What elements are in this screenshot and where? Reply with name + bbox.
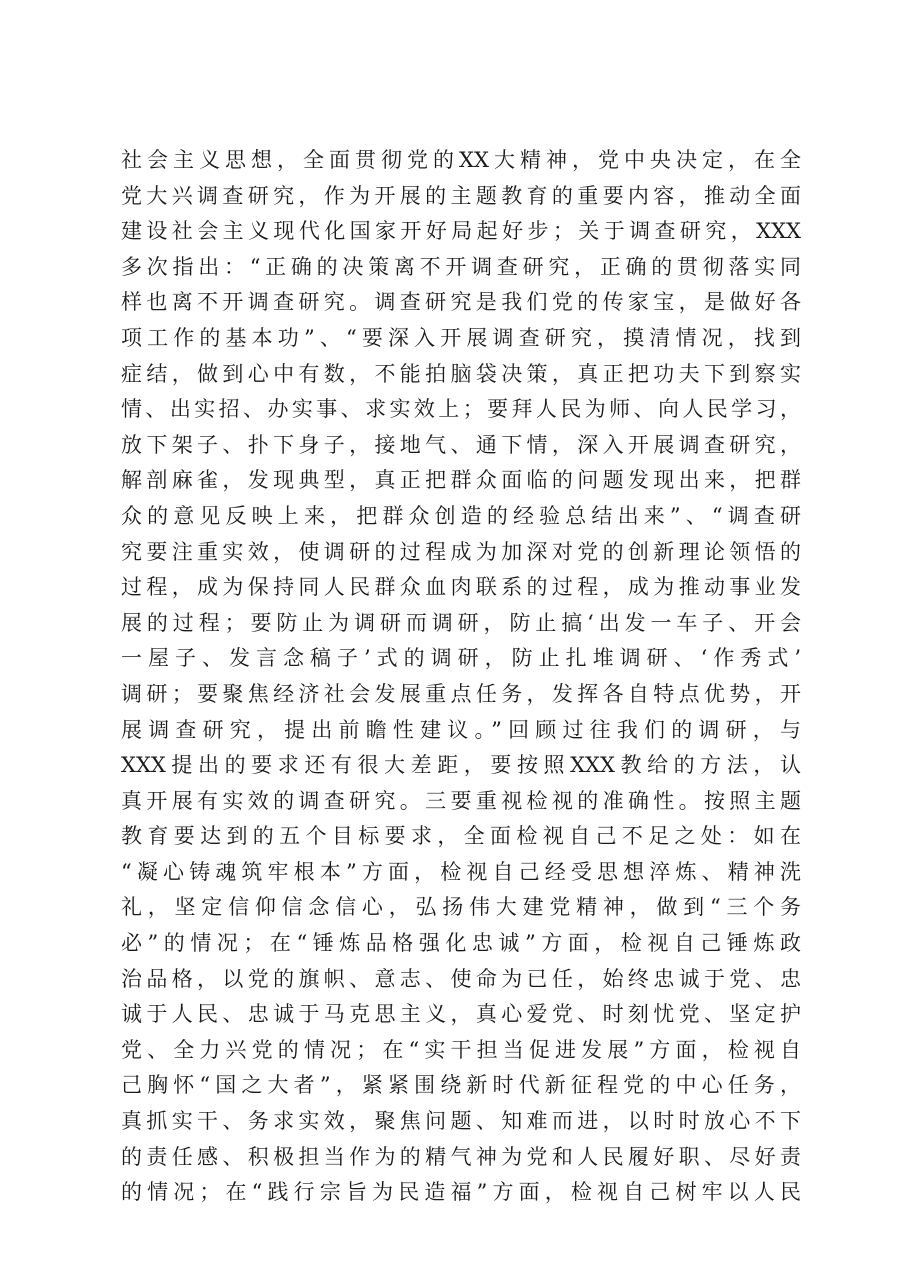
text-line: 过程，成为保持同人民群众血肉联系的过程，成为推动事业发: [121, 575, 801, 600]
text-line: 多次指出：“正确的决策离不开调查研究，正确的贯彻落实同: [121, 254, 801, 279]
body-text: [121, 143, 801, 1211]
text-line: 众的意见反映上来，把群众创造的经验总结出来”、“调查研: [121, 503, 801, 528]
text-line: 解剖麻雀，发现典型，真正把群众面临的问题发现出来，把群: [121, 468, 801, 493]
text-line: XXX提出的要求还有很大差距，要按照XXX教给的方法，认: [121, 753, 801, 778]
text-line: 礼，坚定信仰信念信心，弘扬伟大建党精神，做到“三个务: [121, 895, 801, 920]
text-line: 的责任感、积极担当作为的精气神为党和人民履好职、尽好责: [121, 1144, 801, 1169]
text-line: 党、全力兴党的情况；在“实干担当促进发展”方面，检视自: [121, 1037, 801, 1062]
text-line: 必”的情况；在“锤炼品格强化忠诚”方面，检视自己锤炼政: [121, 931, 801, 956]
text-line: 社会主义思想，全面贯彻党的XX大精神，党中央决定，在全: [121, 148, 801, 172]
text-line: 情、出实招、办实事、求实效上；要拜人民为师、向人民学习，: [121, 397, 801, 422]
text-line: 放下架子、扑下身子，接地气、通下情，深入开展调查研究，: [121, 432, 801, 457]
text-line: 症结，做到心中有数，不能拍脑袋决策，真正把功夫下到察实: [121, 361, 801, 386]
text-line: 调研；要聚焦经济社会发展重点任务，发挥各自特点优势，开: [121, 681, 801, 706]
text-line: 治品格，以党的旗帜、意志、使命为已任，始终忠诚于党、忠: [121, 966, 801, 991]
text-line: 项工作的基本功”、“要深入开展调查研究，摸清情况，找到: [121, 325, 801, 350]
text-line: 真开展有实效的调查研究。三要重视检视的准确性。按照主题: [121, 788, 801, 813]
text-line: 真抓实干、务求实效，聚焦问题、知难而进，以时时放心不下: [121, 1109, 801, 1134]
text-line: 诚于人民、忠诚于马克思主义，真心爱党、时刻忧党、坚定护: [121, 1002, 801, 1027]
text-line: 展调查研究，提出前瞻性建议。”回顾过往我们的调研，与: [121, 717, 801, 742]
text-line: “凝心铸魂筑牢根本”方面，检视自己经受思想淬炼、精神洗: [121, 859, 801, 884]
text-line: 己胸怀“国之大者”，紧紧围绕新时代新征程党的中心任务，: [121, 1073, 801, 1098]
text-line: 建设社会主义现代化国家开好局起好步；关于调查研究，XXX: [121, 219, 801, 244]
text-line: 展的过程；要防止为调研而调研，防止搞‘出发一车子、开会: [121, 610, 801, 635]
text-line: 的情况；在“践行宗旨为民造福”方面，检视自己树牢以人民: [121, 1180, 801, 1205]
text-line: 究要注重实效，使调研的过程成为加深对党的创新理论领悟的: [121, 539, 801, 564]
text-line: 样也离不开调查研究。调查研究是我们党的传家宝，是做好各: [121, 290, 801, 315]
text-line: 一屋子、发言念稿子’式的调研，防止扎堆调研、‘作秀式’: [121, 646, 801, 671]
text-line: 教育要达到的五个目标要求，全面检视自己不足之处：如在: [121, 824, 801, 849]
text-line: 党大兴调查研究，作为开展的主题教育的重要内容，推动全面: [121, 183, 801, 208]
